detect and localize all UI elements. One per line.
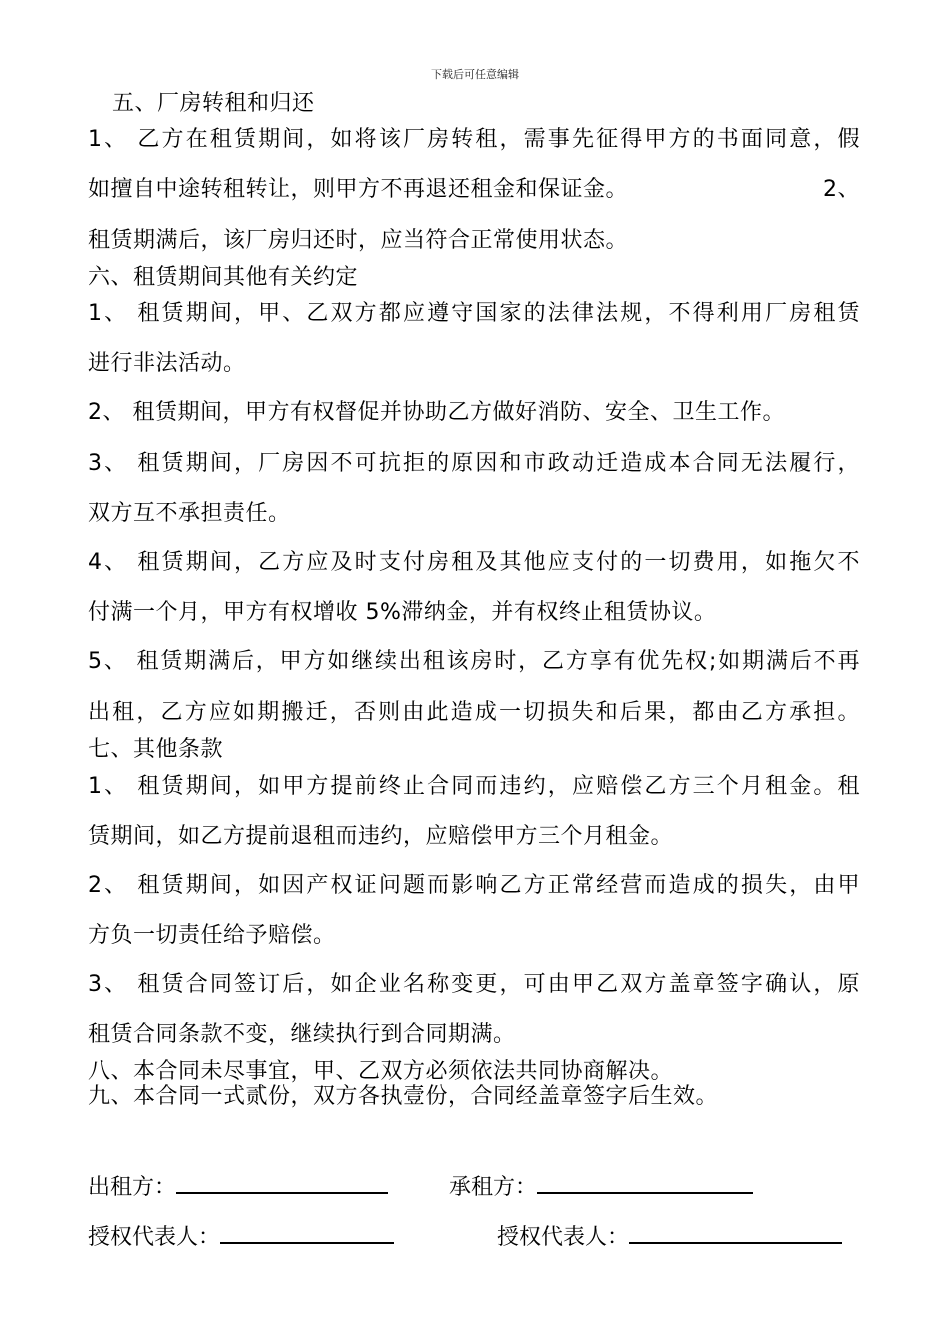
section-6-clause-1-line-1: 1、 租赁期间，甲、乙双方都应遵守国家的法律法规，不得利用厂房租赁 [88,301,860,326]
section-7-clause-3-line-1: 3、 租赁合同签订后，如企业名称变更，可由甲乙双方盖章签字确认，原 [88,972,860,997]
section-5-title: 五、厂房转租和归还 [112,91,315,116]
section-5-clause-1-line-1: 1、 乙方在租赁期间，如将该厂房转租，需事先征得甲方的书面同意，假 [88,127,860,152]
lessee-rep-label: 授权代表人： [497,1225,630,1250]
section-6-clause-3-line-1: 3、 租赁期间，厂房因不可抗拒的原因和市政动迁造成本合同无法履行， [88,451,860,476]
lessor-rep-signature-blank[interactable] [220,1222,394,1244]
section-5-clause-2-text: 租赁期满后，该厂房归还时，应当符合正常使用状态。 [88,228,629,253]
lessor-rep-label: 授权代表人： [88,1225,221,1250]
section-6-clause-3-line-2: 双方互不承担责任。 [88,501,291,526]
section-7-clause-2-line-2: 方负一切责任给予赔偿。 [88,923,336,948]
section-7-clause-1-line-1: 1、 租赁期间，如甲方提前终止合同而违约，应赔偿乙方三个月租金。租 [88,774,860,799]
lessee-signature-row [449,1172,753,1202]
section-7-clause-2-line-1: 2、 租赁期间，如因产权证问题而影响乙方正常经营而造成的损失，由甲 [88,873,860,898]
section-6-title: 六、租赁期间其他有关约定 [88,265,359,290]
lessor-signature-blank[interactable] [176,1172,388,1194]
section-7-title: 七、其他条款 [88,737,224,762]
section-7-clause-1-line-2: 赁期间，如乙方提前退租而违约，应赔偿甲方三个月租金。 [88,824,674,849]
download-note: 下载后可任意编辑 [431,68,519,81]
section-5-clause-1-line-2-row [88,176,860,204]
lessor-label: 出租方： [88,1175,177,1200]
section-8-text: 八、本合同未尽事宜，甲、乙双方必须依法共同协商解决。 [88,1059,674,1084]
lessor-rep-signature-row [88,1222,394,1252]
lessee-signature-blank[interactable] [537,1172,753,1194]
section-5-clause-1-line-2: 如擅自中途转租转让，则甲方不再退还租金和保证金。 [88,177,629,202]
section-6-clause-1-line-2: 进行非法活动。 [88,351,246,376]
section-9-text: 九、本合同一式贰份，双方各执壹份，合同经盖章签字后生效。 [88,1084,719,1109]
section-7-clause-3-line-2: 租赁合同条款不变，继续执行到合同期满。 [88,1022,516,1047]
section-6-clause-4-line-2: 付满一个月，甲方有权增收 5%滞纳金，并有权终止租赁协议。 [88,600,717,625]
lessor-signature-row [88,1172,388,1202]
section-6-clause-5-line-2: 出租，乙方应如期搬迁，否则由此造成一切损失和后果，都由乙方承担。 [88,700,860,725]
section-6-clause-5-line-1: 5、 租赁期满后，甲方如继续出租该房时，乙方享有优先权;如期满后不再 [88,649,860,674]
section-6-clause-4-line-1: 4、 租赁期间，乙方应及时支付房租及其他应支付的一切费用，如拖欠不 [88,550,860,575]
lessee-rep-signature-blank[interactable] [629,1222,842,1244]
lessee-label: 承租方： [449,1175,538,1200]
section-5-clause-2-number: 2、 [823,177,860,202]
section-6-clause-2-line-1: 2、 租赁期间，甲方有权督促并协助乙方做好消防、安全、卫生工作。 [88,400,785,425]
lessee-rep-signature-row [497,1222,842,1252]
